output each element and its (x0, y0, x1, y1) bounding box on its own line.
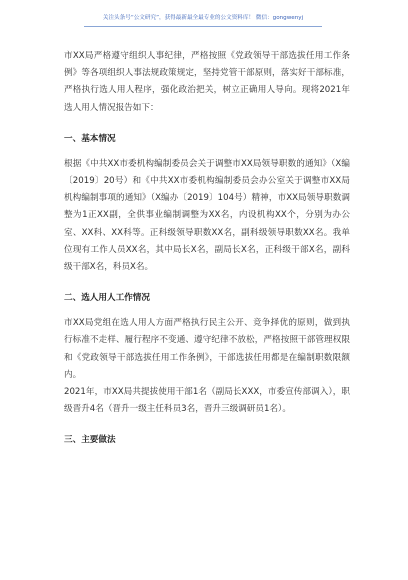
spacer (64, 276, 350, 290)
spacer (64, 148, 350, 156)
promotion-paragraph: 2021年，市XX局共提拔使用干部1名（副局长XXX，市委宣传部调入），职级晋升4名（晋升一级主任科员3名，晋升三级调研员1名）。 (64, 387, 350, 415)
document-body (64, 48, 350, 449)
selection-paragraph: 市XX局党组在选人用人方面严格执行民主公开、竞争择优的原则，做到执行标准不走样、履行程序不变通、遵守纪律不放松，严格按照干部管理权限和《党政领导干部选拔任用工作条例》，干部选拔任用都是在编制职数限额内。 (64, 318, 350, 380)
spacer (64, 307, 350, 315)
section-heading-practices: 三、主要做法 (64, 435, 116, 446)
section-heading-selection: 二、选人用人工作情况 (64, 293, 150, 304)
intro-paragraph: 市XX局严格遵守组织人事纪律，严格按照《党政领导干部选拔任用工作条例》等各项组织人事法规政策规定，坚持党管干部原则，落实好干部标准，严格执行选人用人程序，强化政治把关，树立正确用人导向。现将2021年选人用人情况报告如下： (64, 51, 350, 113)
spacer (64, 117, 350, 131)
promo-banner[interactable] (84, 12, 322, 27)
promo-banner-text: 关注头条号“公文研究”，获得最新最全最专业的公文资料库！ 微信：gongwenyj (102, 15, 304, 21)
basic-info-paragraph: 根据《中共XX市委机构编制委员会关于调整市XX局领导职数的通知》（X编〔2019〕20号）和《中共XX市委机构编制委员会办公室关于调整市XX局机构编制事项的通知》（X编办〔2019〕104号）精神，市XX局领导职数调整为1正XX副，全供事业编制调整为XX名，内设机构XX个，分别为办公室、XX科、XX科等。正科级领导职数XX名，副科级领导职数XX名。我单位现有工作人员XX名，其中局长X名，副局长X名，正科级干部X名，副科级干部X名，科员X名。 (64, 158, 350, 273)
section-heading-basic: 一、基本情况 (64, 133, 116, 144)
spacer (64, 418, 350, 432)
